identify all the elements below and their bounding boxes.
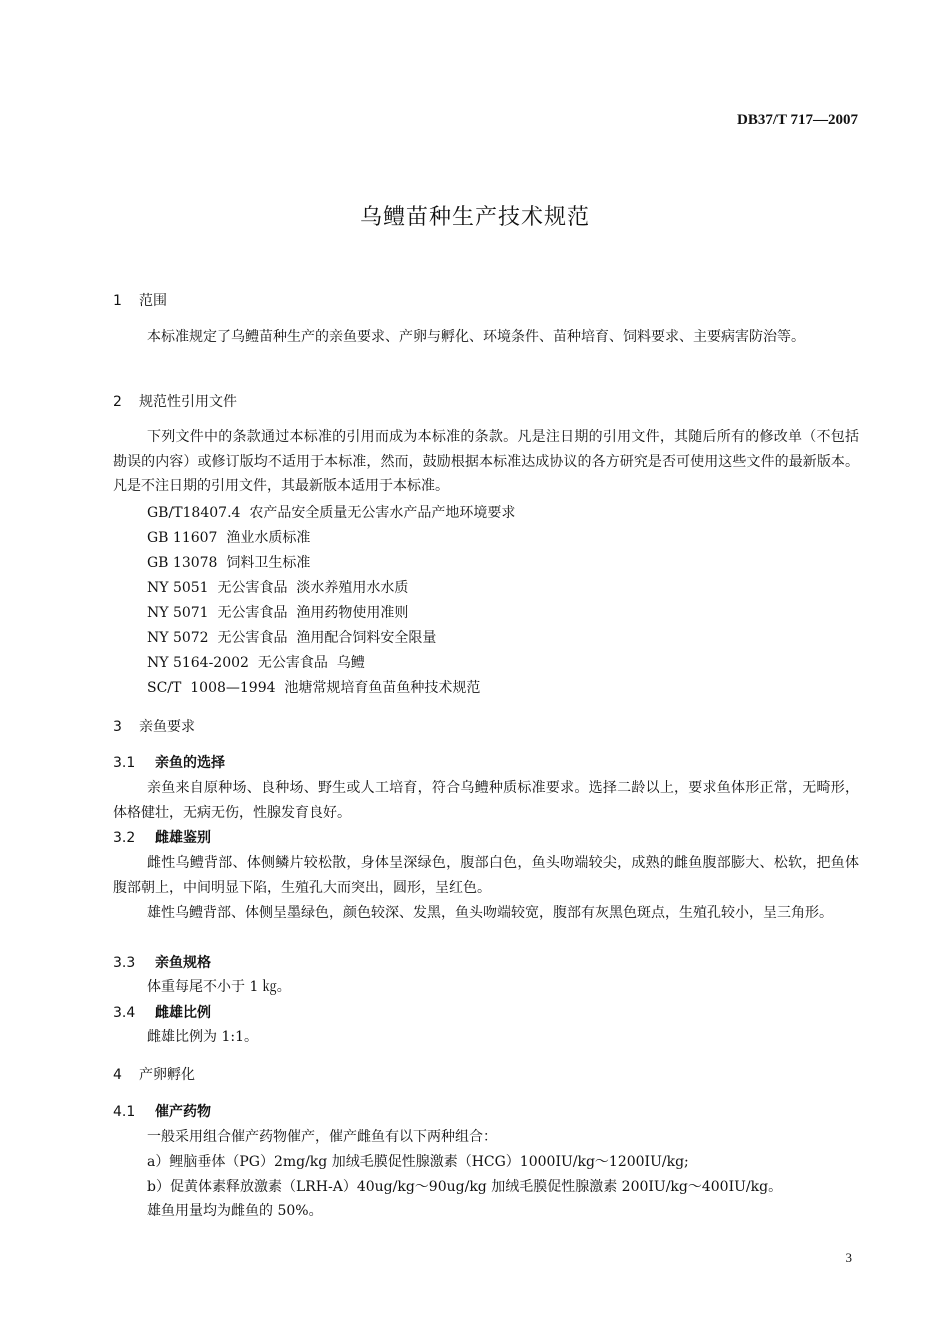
subsection-title: 雌雄鉴别 xyxy=(155,830,211,846)
subsection-3-2-heading xyxy=(113,827,211,847)
section-title: 范围 xyxy=(139,293,167,309)
subsection-title: 亲鱼规格 xyxy=(155,955,211,971)
reference-item: GB/T18407.4 农产品安全质量无公害水产品产地环境要求 xyxy=(147,505,516,521)
section-1-heading xyxy=(113,290,167,310)
section-number: 2 xyxy=(113,394,122,410)
subsection-number: 4.1 xyxy=(113,1104,136,1120)
subsection-number: 3.4 xyxy=(113,1005,136,1021)
section-title: 产卵孵化 xyxy=(139,1067,195,1083)
section-title: 规范性引用文件 xyxy=(139,394,237,410)
reference-item: NY 5164-2002 无公害食品 乌鳢 xyxy=(147,655,365,671)
page-title: 乌鳢苗种生产技术规范 xyxy=(359,205,590,230)
subsection-number: 3.2 xyxy=(113,830,136,846)
subsection-4-1-line: b）促黄体素释放激素（LRH-A）40ug/kg～90ug/kg 加绒毛膜促性腺激素 200IU/kg～400IU/kg。 xyxy=(147,1179,783,1195)
section-3-heading xyxy=(113,716,195,736)
page-number: 3 xyxy=(845,1250,852,1265)
subsection-3-4-text: 雌雄比例为 1:1。 xyxy=(147,1029,258,1045)
subsection-3-3-heading xyxy=(113,952,211,972)
section-4-heading xyxy=(113,1064,195,1084)
subsection-4-1-line: 一般采用组合催产药物催产，催产雌鱼有以下两种组合： xyxy=(147,1129,497,1145)
section-title: 亲鱼要求 xyxy=(139,719,195,735)
section-2-text: 下列文件中的条款通过本标准的引用而成为本标准的条款。凡是注日期的引用文件，其随后所有的修改单（不包括勘误的内容）或修订版均不适用于本标准，然而，鼓励根据本标准达成协议的各方研究是否可使用这些文件的最新版本。凡是不注日期的引用文件，其最新版本适用于本标准。 xyxy=(113,429,859,494)
subsection-3-4-heading xyxy=(113,1002,211,1022)
reference-item: NY 5051 无公害食品 淡水养殖用水水质 xyxy=(147,580,409,596)
section-number: 1 xyxy=(113,293,122,309)
subsection-3-2-text-male: 雄性乌鳢背部、体侧呈墨绿色，颜色较深、发黑，鱼头吻端较宽，腹部有灰黑色斑点，生殖孔较小，呈三角形。 xyxy=(147,905,833,921)
reference-item: SC/T 1008—1994 池塘常规培育鱼苗鱼种技术规范 xyxy=(147,680,481,696)
subsection-3-2-text-female: 雌性乌鳢背部、体侧鳞片较松散，身体呈深绿色，腹部白色，鱼头吻端较尖，成熟的雌鱼腹部膨大、松软，把鱼体腹部朝上，中间明显下陷，生殖孔大而突出，圆形，呈红色。 xyxy=(113,855,859,896)
reference-item: GB 13078 饲料卫生标准 xyxy=(147,555,311,571)
document-number: DB37/T 717—2007 xyxy=(737,112,858,128)
reference-item: NY 5071 无公害食品 渔用药物使用准则 xyxy=(147,605,409,621)
subsection-3-1-heading xyxy=(113,752,225,772)
subsection-3-1-text: 亲鱼来自原种场、良种场、野生或人工培育，符合乌鳢种质标准要求。选择二龄以上，要求鱼体形正常，无畸形，体格健壮，无病无伤，性腺发育良好。 xyxy=(113,780,859,821)
section-number: 3 xyxy=(113,719,122,735)
reference-item: NY 5072 无公害食品 渔用配合饲料安全限量 xyxy=(147,630,437,646)
subsection-title: 催产药物 xyxy=(155,1104,211,1120)
section-1-text: 本标准规定了乌鳢苗种生产的亲鱼要求、产卵与孵化、环境条件、苗种培育、饲料要求、主要病害防治等。 xyxy=(147,329,805,345)
section-number: 4 xyxy=(113,1067,122,1083)
subsection-title: 雌雄比例 xyxy=(155,1005,211,1021)
subsection-number: 3.3 xyxy=(113,955,136,971)
subsection-number: 3.1 xyxy=(113,755,136,771)
subsection-4-1-line: a）鲤脑垂体（PG）2mg/kg 加绒毛膜促性腺激素（HCG）1000IU/kg～1200IU/kg; xyxy=(147,1154,689,1170)
subsection-title: 亲鱼的选择 xyxy=(155,755,225,771)
section-2-heading xyxy=(113,391,237,411)
subsection-4-1-heading xyxy=(113,1101,211,1121)
reference-item: GB 11607 渔业水质标准 xyxy=(147,530,311,546)
subsection-4-1-line: 雄鱼用量均为雌鱼的 50%。 xyxy=(147,1203,323,1219)
subsection-3-3-text: 体重每尾不小于 1 ㎏。 xyxy=(147,979,291,995)
